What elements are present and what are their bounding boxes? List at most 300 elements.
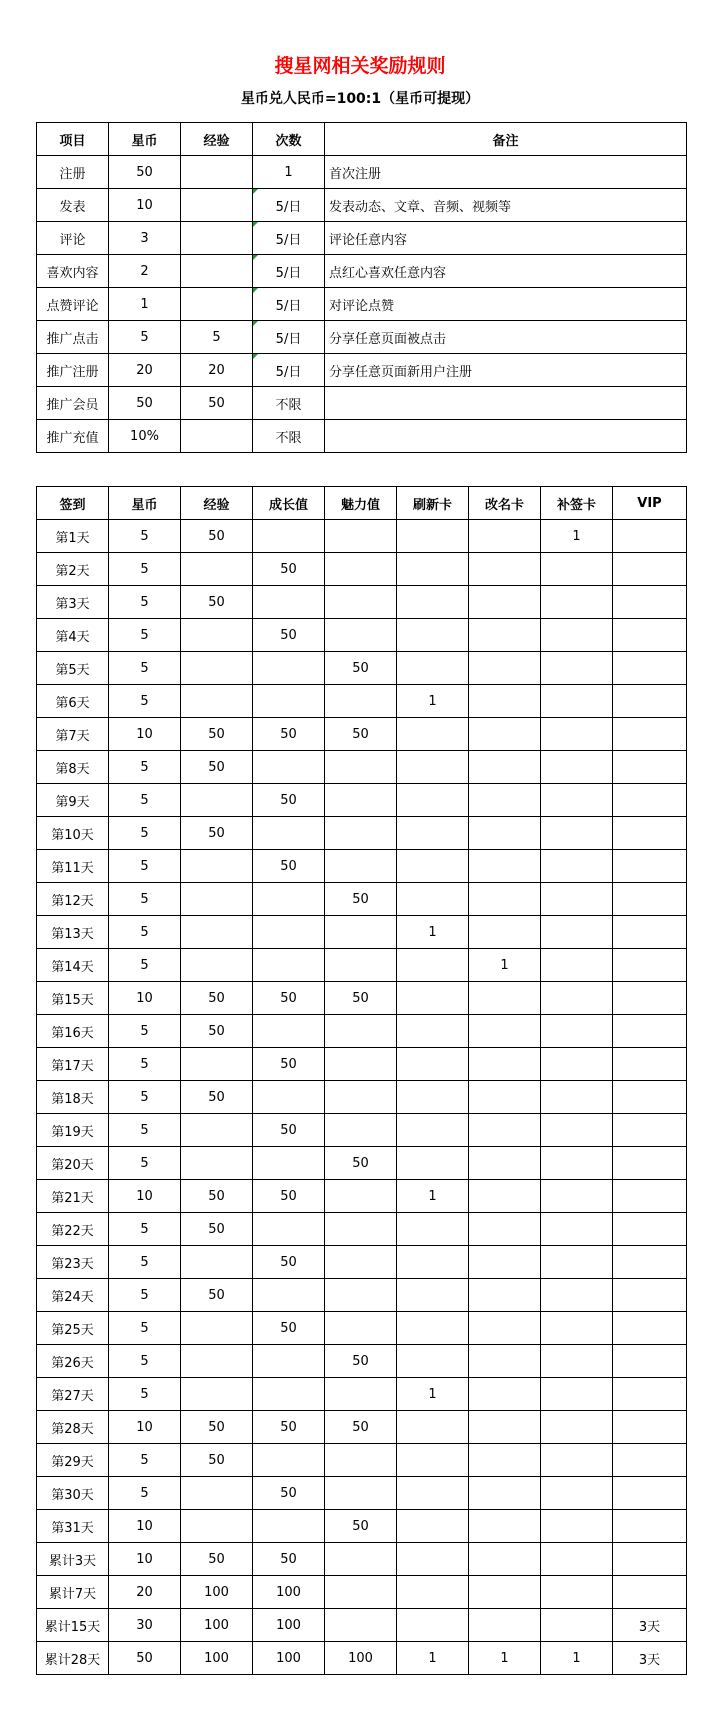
table-cell: 1 <box>397 1180 469 1213</box>
table-cell <box>253 751 325 784</box>
table-cell: 50 <box>325 982 397 1015</box>
table-row <box>37 982 687 1015</box>
table-row <box>37 883 687 916</box>
table-cell: 1 <box>541 520 613 553</box>
table-cell <box>613 751 687 784</box>
table-cell: 5 <box>109 1444 181 1477</box>
table-cell: 50 <box>325 1345 397 1378</box>
table-cell <box>397 1444 469 1477</box>
table-cell: 点赞评论 <box>37 288 109 321</box>
table-cell <box>613 883 687 916</box>
table-row <box>37 1411 687 1444</box>
table-cell <box>181 949 253 982</box>
table-cell <box>613 718 687 751</box>
table-cell <box>397 718 469 751</box>
table-cell: 50 <box>253 982 325 1015</box>
table-cell <box>325 1279 397 1312</box>
column-header: 改名卡 <box>469 487 541 520</box>
table-cell <box>613 817 687 850</box>
table-cell: 50 <box>181 1180 253 1213</box>
table-cell: 10 <box>109 1543 181 1576</box>
table-cell <box>181 1114 253 1147</box>
table-cell: 第8天 <box>37 751 109 784</box>
table-cell <box>181 156 253 189</box>
table-row <box>37 1609 687 1642</box>
table-cell: 不限 <box>253 420 325 453</box>
table-cell: 5 <box>181 321 253 354</box>
table-cell: 50 <box>253 850 325 883</box>
table-cell: 50 <box>253 1477 325 1510</box>
column-header: 经验 <box>181 123 253 156</box>
table-row <box>37 718 687 751</box>
table-cell <box>397 1543 469 1576</box>
table-row <box>37 1345 687 1378</box>
table-cell <box>613 1345 687 1378</box>
table-row <box>37 156 687 189</box>
column-header: 成长值 <box>253 487 325 520</box>
table-cell <box>325 1543 397 1576</box>
table-cell: 10 <box>109 1411 181 1444</box>
table-cell: 10 <box>109 1510 181 1543</box>
table-cell <box>397 883 469 916</box>
table-cell: 100 <box>181 1642 253 1675</box>
table-cell: 5 <box>109 784 181 817</box>
table-cell <box>541 982 613 1015</box>
table-cell <box>541 1180 613 1213</box>
table-cell <box>469 1081 541 1114</box>
table-cell <box>181 619 253 652</box>
table-cell <box>469 520 541 553</box>
table-cell <box>613 1246 687 1279</box>
table-cell <box>541 1114 613 1147</box>
table-row <box>37 1576 687 1609</box>
table-cell <box>397 1246 469 1279</box>
table-cell: 5 <box>109 652 181 685</box>
column-header: 次数 <box>253 123 325 156</box>
table-cell: 第28天 <box>37 1411 109 1444</box>
table-cell <box>469 817 541 850</box>
table-cell: 5 <box>109 1147 181 1180</box>
table-cell <box>397 1081 469 1114</box>
table-cell <box>541 619 613 652</box>
table-cell: 5 <box>109 619 181 652</box>
table-cell <box>613 1411 687 1444</box>
table-cell <box>613 1477 687 1510</box>
table-cell: 第13天 <box>37 916 109 949</box>
table-cell <box>325 1477 397 1510</box>
table-cell: 发表动态、文章、音频、视频等 <box>325 189 687 222</box>
table-cell <box>469 1048 541 1081</box>
table-cell <box>325 916 397 949</box>
table-cell: 1 <box>469 949 541 982</box>
table-cell: 50 <box>253 1312 325 1345</box>
table-row <box>37 1213 687 1246</box>
table-cell <box>469 1477 541 1510</box>
checkin-table <box>36 486 687 1675</box>
table-cell <box>541 553 613 586</box>
table-cell <box>613 784 687 817</box>
column-header: 备注 <box>325 123 687 156</box>
table-row <box>37 1477 687 1510</box>
table-cell <box>541 1609 613 1642</box>
table-cell <box>541 1510 613 1543</box>
table-cell <box>541 1213 613 1246</box>
table-cell <box>613 520 687 553</box>
table-cell: 50 <box>109 387 181 420</box>
table-cell <box>325 586 397 619</box>
table-cell: 50 <box>325 652 397 685</box>
table-cell: 5/日 <box>253 222 325 255</box>
table-cell: 5/日 <box>253 288 325 321</box>
table-cell <box>397 1213 469 1246</box>
table-row <box>37 1279 687 1312</box>
column-header: VIP <box>613 487 687 520</box>
table-cell <box>397 982 469 1015</box>
table-cell: 100 <box>253 1609 325 1642</box>
table-cell: 第23天 <box>37 1246 109 1279</box>
table-cell <box>253 817 325 850</box>
table-cell <box>397 1048 469 1081</box>
table-cell <box>541 1048 613 1081</box>
table-cell <box>613 1081 687 1114</box>
table-cell <box>181 1510 253 1543</box>
table-cell <box>541 1576 613 1609</box>
table-cell <box>469 652 541 685</box>
table-cell: 第5天 <box>37 652 109 685</box>
table-cell <box>469 883 541 916</box>
table-cell <box>613 553 687 586</box>
table-cell: 1 <box>253 156 325 189</box>
table-cell: 累计28天 <box>37 1642 109 1675</box>
table-cell <box>181 1147 253 1180</box>
table-cell: 第29天 <box>37 1444 109 1477</box>
table-cell <box>541 784 613 817</box>
table-cell: 100 <box>325 1642 397 1675</box>
table-cell <box>397 520 469 553</box>
table-cell <box>613 1213 687 1246</box>
table-cell: 第16天 <box>37 1015 109 1048</box>
table-cell <box>181 553 253 586</box>
table-cell: 第3天 <box>37 586 109 619</box>
table-cell <box>325 751 397 784</box>
table-cell <box>325 1246 397 1279</box>
table-cell <box>613 1279 687 1312</box>
table-cell: 推广注册 <box>37 354 109 387</box>
table-cell <box>253 1279 325 1312</box>
table-cell: 50 <box>253 1246 325 1279</box>
table-cell <box>181 784 253 817</box>
table-cell: 5 <box>109 586 181 619</box>
table-cell <box>325 619 397 652</box>
table-cell <box>253 916 325 949</box>
table-cell: 3 <box>109 222 181 255</box>
table-cell: 50 <box>325 1510 397 1543</box>
table-row <box>37 420 687 453</box>
table-cell: 第30天 <box>37 1477 109 1510</box>
table-cell <box>397 652 469 685</box>
table-cell <box>469 619 541 652</box>
table-cell: 第10天 <box>37 817 109 850</box>
table-row <box>37 1048 687 1081</box>
table-cell <box>397 817 469 850</box>
table-cell: 5/日 <box>253 354 325 387</box>
table-cell: 第9天 <box>37 784 109 817</box>
table-cell <box>469 1279 541 1312</box>
table-cell: 50 <box>253 1048 325 1081</box>
table-cell <box>181 1378 253 1411</box>
table-row <box>37 1312 687 1345</box>
table-cell <box>469 1147 541 1180</box>
table-cell <box>397 949 469 982</box>
table-cell: 50 <box>253 1180 325 1213</box>
table-cell <box>469 1312 541 1345</box>
table-cell: 50 <box>253 1411 325 1444</box>
table-cell <box>541 850 613 883</box>
table-cell: 30 <box>109 1609 181 1642</box>
table-cell <box>613 1576 687 1609</box>
table-cell <box>613 982 687 1015</box>
table-cell <box>253 685 325 718</box>
table-cell: 第26天 <box>37 1345 109 1378</box>
table-cell: 50 <box>181 1444 253 1477</box>
table-cell: 推广充值 <box>37 420 109 453</box>
table-cell <box>613 1378 687 1411</box>
table-cell: 100 <box>181 1609 253 1642</box>
table-cell: 评论任意内容 <box>325 222 687 255</box>
table-cell <box>613 586 687 619</box>
table-cell <box>181 288 253 321</box>
table-cell <box>253 1378 325 1411</box>
table-cell: 50 <box>181 718 253 751</box>
table-cell: 50 <box>109 1642 181 1675</box>
table-cell: 第19天 <box>37 1114 109 1147</box>
table-cell <box>181 916 253 949</box>
table-cell: 1 <box>109 288 181 321</box>
table-cell <box>325 1081 397 1114</box>
table-row <box>37 222 687 255</box>
table-cell <box>469 685 541 718</box>
table-cell <box>253 883 325 916</box>
table-cell: 50 <box>181 1213 253 1246</box>
table-cell: 50 <box>181 1081 253 1114</box>
table-cell <box>469 1444 541 1477</box>
table-row <box>37 288 687 321</box>
column-header: 经验 <box>181 487 253 520</box>
table-cell: 1 <box>397 916 469 949</box>
table-cell <box>541 1147 613 1180</box>
table-cell <box>613 685 687 718</box>
table-cell: 5 <box>109 1048 181 1081</box>
table-cell: 5 <box>109 1246 181 1279</box>
table-cell <box>613 1114 687 1147</box>
table-cell <box>253 949 325 982</box>
table-row <box>37 1114 687 1147</box>
table-cell: 20 <box>181 354 253 387</box>
table-cell <box>325 1378 397 1411</box>
table-cell <box>325 1048 397 1081</box>
table-cell <box>181 255 253 288</box>
table-row <box>37 1246 687 1279</box>
table-cell: 第21天 <box>37 1180 109 1213</box>
table-cell <box>325 1180 397 1213</box>
table-cell: 50 <box>181 982 253 1015</box>
table-cell <box>397 553 469 586</box>
table-cell <box>181 883 253 916</box>
table-cell: 1 <box>541 1642 613 1675</box>
table-cell: 5 <box>109 916 181 949</box>
table-cell <box>541 1246 613 1279</box>
table-cell: 100 <box>181 1576 253 1609</box>
table-cell: 5/日 <box>253 255 325 288</box>
table-cell: 50 <box>181 751 253 784</box>
table-cell <box>253 1015 325 1048</box>
table-cell <box>469 1114 541 1147</box>
table-cell: 10 <box>109 718 181 751</box>
table-cell: 不限 <box>253 387 325 420</box>
table-row <box>37 321 687 354</box>
column-header: 魅力值 <box>325 487 397 520</box>
table-cell <box>613 1510 687 1543</box>
table-cell <box>253 520 325 553</box>
table-cell <box>541 1279 613 1312</box>
table-cell: 累计7天 <box>37 1576 109 1609</box>
table-cell <box>613 1048 687 1081</box>
table-cell: 分享任意页面被点击 <box>325 321 687 354</box>
table-cell: 第2天 <box>37 553 109 586</box>
table-cell: 100 <box>253 1576 325 1609</box>
table-cell <box>181 420 253 453</box>
table-cell: 3天 <box>613 1609 687 1642</box>
table-cell <box>253 1510 325 1543</box>
table-cell <box>469 916 541 949</box>
table-cell <box>469 1345 541 1378</box>
table-cell: 10 <box>109 982 181 1015</box>
table-cell <box>325 520 397 553</box>
table-cell: 5 <box>109 1081 181 1114</box>
table-cell: 50 <box>181 817 253 850</box>
table-cell: 50 <box>253 553 325 586</box>
table-cell <box>397 784 469 817</box>
table-cell: 1 <box>397 1642 469 1675</box>
table-cell <box>397 586 469 619</box>
table-cell: 5 <box>109 817 181 850</box>
table-cell: 50 <box>325 1147 397 1180</box>
table-row <box>37 520 687 553</box>
table-cell <box>397 1477 469 1510</box>
table-cell: 第22天 <box>37 1213 109 1246</box>
table-cell: 第12天 <box>37 883 109 916</box>
table-row <box>37 1444 687 1477</box>
table-cell <box>325 420 687 453</box>
table-cell: 50 <box>109 156 181 189</box>
table-cell <box>541 1345 613 1378</box>
table-row <box>37 1147 687 1180</box>
table-cell <box>253 1081 325 1114</box>
table-cell <box>253 1444 325 1477</box>
table-cell <box>253 1147 325 1180</box>
table-row <box>37 1642 687 1675</box>
table-cell: 注册 <box>37 156 109 189</box>
table-cell <box>325 1444 397 1477</box>
table-cell <box>325 949 397 982</box>
table-cell <box>541 1312 613 1345</box>
table-cell <box>541 1444 613 1477</box>
table-cell <box>613 1147 687 1180</box>
table-row <box>37 189 687 222</box>
table-row <box>37 354 687 387</box>
table-cell: 50 <box>325 1411 397 1444</box>
table-cell <box>253 586 325 619</box>
table-cell: 50 <box>253 718 325 751</box>
table-cell <box>181 1345 253 1378</box>
table-cell <box>469 718 541 751</box>
table-cell <box>397 1015 469 1048</box>
table-cell <box>325 1312 397 1345</box>
table-cell <box>613 1444 687 1477</box>
table-row <box>37 1015 687 1048</box>
page-title: 搜星网相关奖励规则 <box>274 55 446 77</box>
table-cell <box>325 685 397 718</box>
table-cell <box>325 1609 397 1642</box>
table-cell: 第6天 <box>37 685 109 718</box>
table-row <box>37 1180 687 1213</box>
table-cell <box>613 850 687 883</box>
table-cell: 5 <box>109 1015 181 1048</box>
table-cell <box>613 916 687 949</box>
table-cell <box>397 1576 469 1609</box>
table-cell: 第4天 <box>37 619 109 652</box>
table-cell: 发表 <box>37 189 109 222</box>
table-cell: 第18天 <box>37 1081 109 1114</box>
table-cell <box>325 1015 397 1048</box>
table-cell <box>469 1543 541 1576</box>
table-cell <box>469 751 541 784</box>
table-cell: 第17天 <box>37 1048 109 1081</box>
table-cell <box>469 850 541 883</box>
table-cell: 50 <box>181 387 253 420</box>
table-cell <box>541 949 613 982</box>
table-cell <box>325 784 397 817</box>
table-cell <box>541 685 613 718</box>
table-cell <box>469 1180 541 1213</box>
table-cell <box>541 1543 613 1576</box>
table-cell: 50 <box>181 520 253 553</box>
table-cell: 1 <box>397 685 469 718</box>
table-cell: 5 <box>109 553 181 586</box>
table-cell: 50 <box>325 883 397 916</box>
table-row <box>37 784 687 817</box>
table-row <box>37 949 687 982</box>
table-cell: 喜欢内容 <box>37 255 109 288</box>
table-cell <box>613 1543 687 1576</box>
table-cell: 5 <box>109 1279 181 1312</box>
table-cell: 50 <box>325 718 397 751</box>
table-row <box>37 553 687 586</box>
table-cell <box>541 1477 613 1510</box>
table-row <box>37 255 687 288</box>
table-cell: 10 <box>109 1180 181 1213</box>
table-cell: 第31天 <box>37 1510 109 1543</box>
table-cell <box>181 189 253 222</box>
table-cell <box>541 883 613 916</box>
table-cell: 20 <box>109 1576 181 1609</box>
table-cell: 第14天 <box>37 949 109 982</box>
rules-table-header <box>37 123 687 156</box>
column-header: 刷新卡 <box>397 487 469 520</box>
table-cell <box>397 1510 469 1543</box>
table-cell: 5 <box>109 883 181 916</box>
table-cell: 第15天 <box>37 982 109 1015</box>
